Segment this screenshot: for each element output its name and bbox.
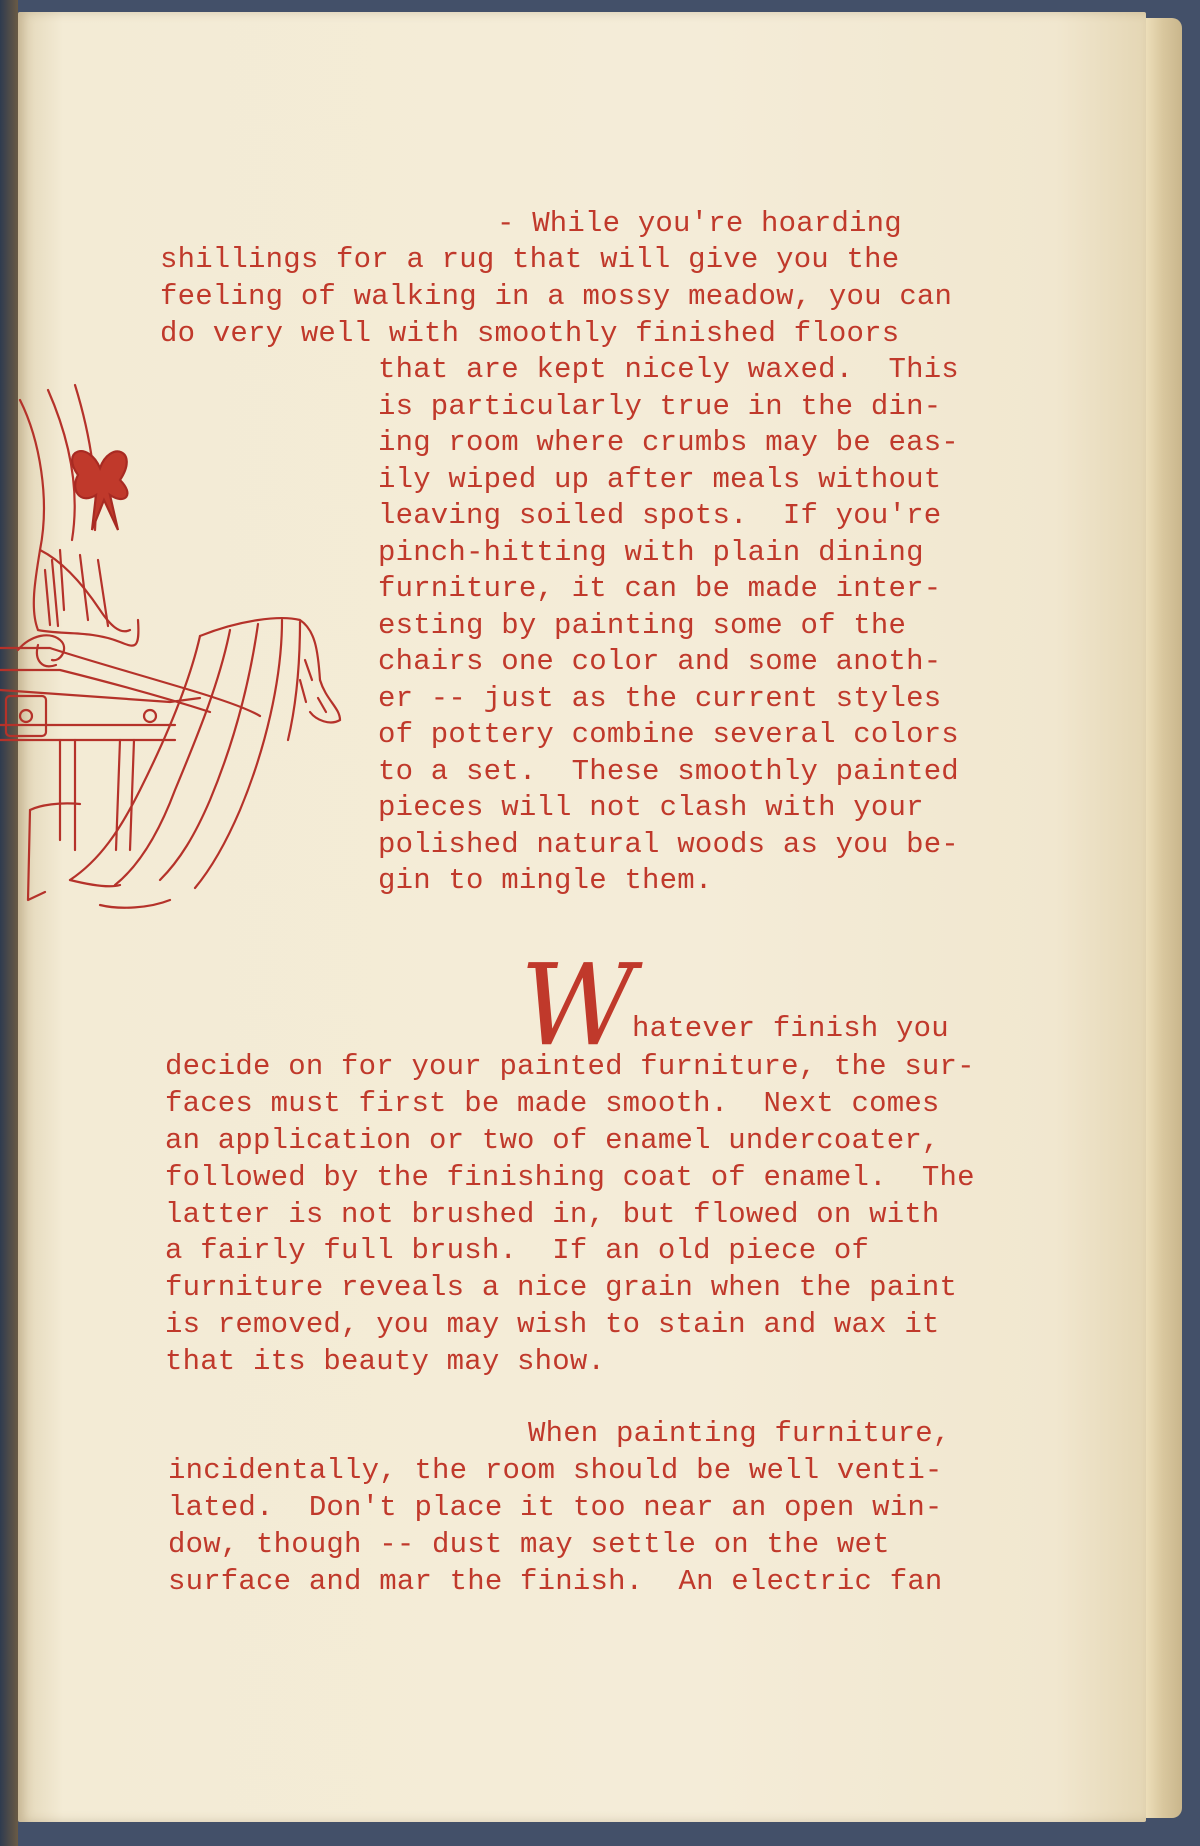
paragraph-1-line: furniture, it can be made inter- <box>378 572 942 605</box>
paragraph-3-line: incidentally, the room should be well venti- <box>168 1454 943 1487</box>
paragraph-2-line: an application or two of enamel undercoater, <box>165 1124 940 1157</box>
paragraph-1-line: - While you're hoarding <box>497 207 902 240</box>
paragraph-3-line: surface and mar the finish. An electric fan <box>168 1565 943 1598</box>
paragraph-3-line: lated. Don't place it too near an open win- <box>168 1491 943 1524</box>
paragraph-1-line: pieces will not clash with your <box>378 791 924 824</box>
paragraph-1-line: to a set. These smoothly painted <box>378 755 959 788</box>
paragraph-1-line: polished natural woods as you be- <box>378 828 959 861</box>
paragraph-2-line: a fairly full brush. If an old piece of <box>165 1234 870 1267</box>
paragraph-1-line: gin to mingle them. <box>378 864 713 897</box>
paragraph-1-line: esting by painting some of the <box>378 609 907 642</box>
paragraph-1-line: ing room where crumbs may be eas- <box>378 426 959 459</box>
paragraph-1-line: do very well with smoothly finished floors <box>160 317 900 350</box>
paragraph-2-line: latter is not brushed in, but flowed on with <box>165 1198 940 1231</box>
paragraph-1-line: of pottery combine several colors <box>378 718 959 751</box>
paragraph-2-line: furniture reveals a nice grain when the paint <box>165 1271 958 1304</box>
paragraph-1-line: ily wiped up after meals without <box>378 463 942 496</box>
paragraph-2-line: decide on for your painted furniture, the sur- <box>165 1050 975 1083</box>
paragraph-1-line: shillings for a rug that will give you the <box>160 243 900 276</box>
paragraph-1-line: that are kept nicely waxed. This <box>378 353 959 386</box>
paragraph-1-line: is particularly true in the din- <box>378 390 942 423</box>
paragraph-1-line: feeling of walking in a mossy meadow, you can <box>160 280 953 313</box>
paragraph-2-line: faces must first be made smooth. Next comes <box>165 1087 940 1120</box>
paragraph-2-line: is removed, you may wish to stain and wax it <box>165 1308 940 1341</box>
paragraph-1-line: chairs one color and some anoth- <box>378 645 942 678</box>
paragraph-1-line: pinch-hitting with plain dining <box>378 536 924 569</box>
paragraph-2-line: hatever finish you <box>632 1012 949 1045</box>
paragraph-2-line: that its beauty may show. <box>165 1345 606 1378</box>
paragraph-1-line: leaving soiled spots. If you're <box>378 499 942 532</box>
paragraph-3-line: When painting furniture, <box>528 1417 951 1450</box>
drop-cap: W <box>520 941 636 1071</box>
paragraph-2-line: followed by the finishing coat of enamel. The <box>165 1161 975 1194</box>
paragraph-1-line: er -- just as the current styles <box>378 682 942 715</box>
draped-chair-and-table-illustration <box>0 380 360 920</box>
paragraph-3-line: dow, though -- dust may settle on the wet <box>168 1528 890 1561</box>
book-spine <box>0 0 18 1846</box>
